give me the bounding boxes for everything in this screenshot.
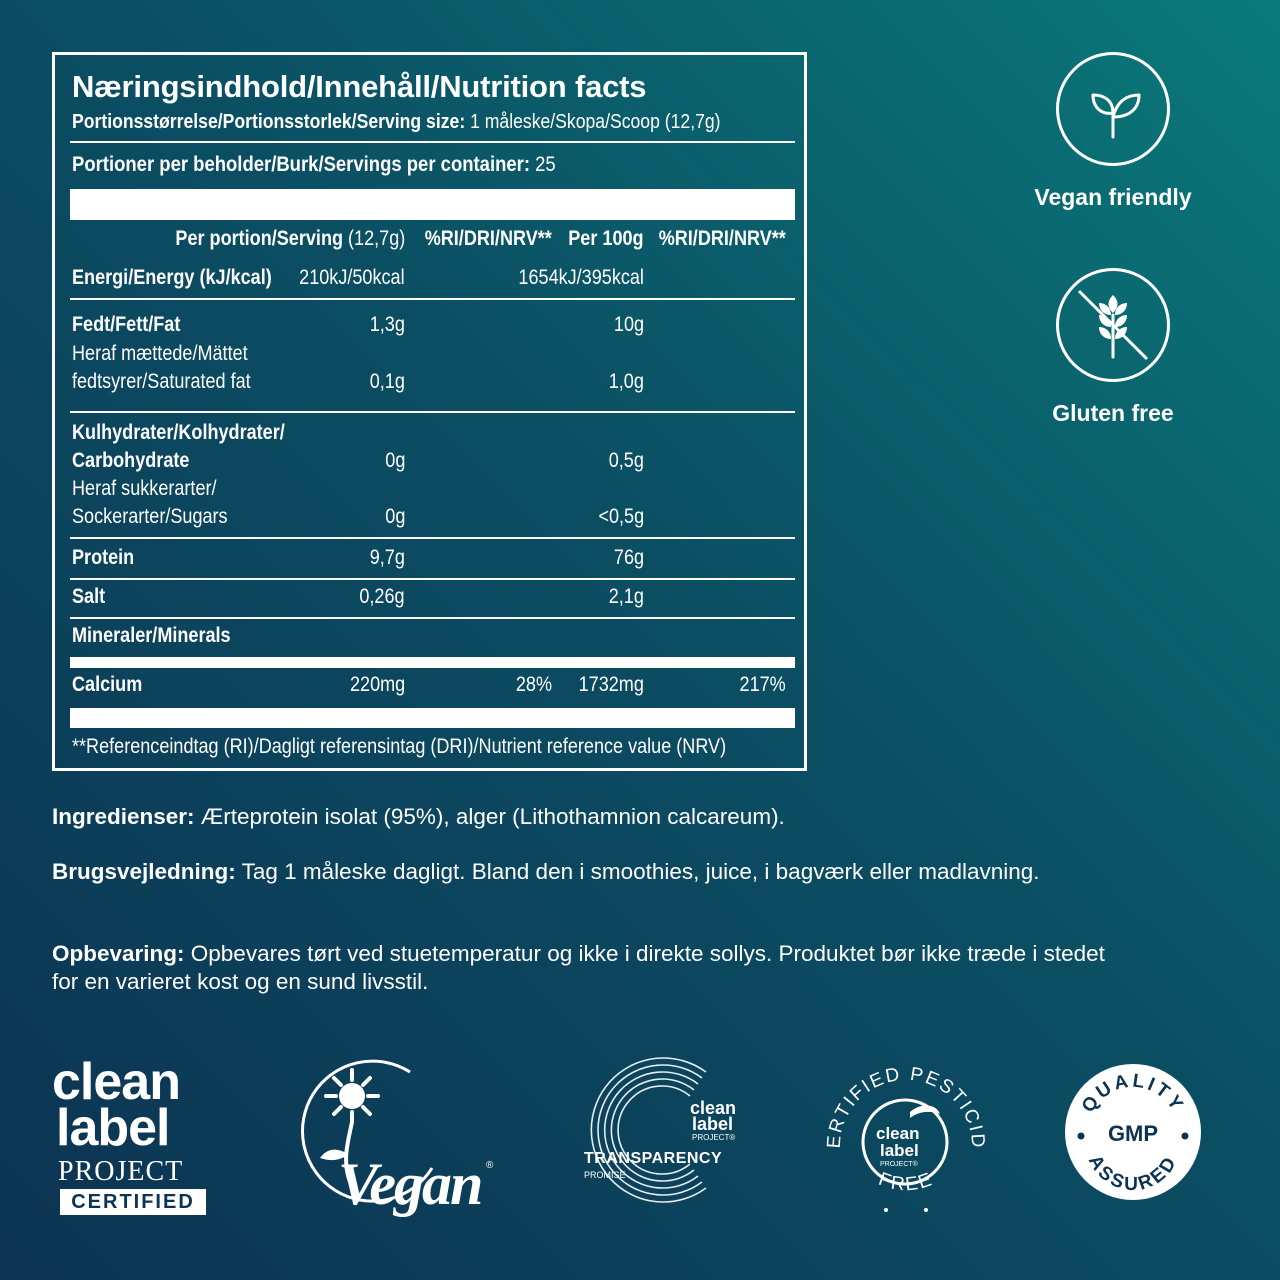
saturated-label-2: fedtsyrer/Saturated fat [72, 370, 251, 393]
calcium-ri-100g: 217% [739, 673, 786, 696]
thick-bar [70, 708, 795, 728]
calcium-per100: 1732mg [578, 673, 644, 696]
minerals-label: Mineraler/Minerals [72, 624, 231, 647]
divider [70, 578, 795, 580]
protein-serving: 9,7g [369, 546, 405, 569]
gluten-free-label: Gluten free [1052, 400, 1174, 426]
nutrition-facts-table [52, 52, 807, 771]
energy-serving: 210kJ/50kcal [299, 266, 405, 289]
sugars-label-2: Sockerarter/Sugars [72, 505, 228, 528]
salt-per100: 2,1g [608, 585, 644, 608]
gluten-free-badge [1013, 268, 1213, 427]
carbs-serving: 0g [384, 449, 405, 472]
carbs-per100: 0,5g [608, 449, 644, 472]
calcium-ri-serving: 28% [515, 673, 552, 696]
vegan-sunflower-logo [290, 1050, 500, 1225]
logo-text: Vegan [338, 1151, 482, 1217]
svg-text:CERTIFIED PESTICIDE: ERTIFIED PESTICID [823, 1063, 989, 1151]
sugars-label-1: Heraf sukkerarter/ [72, 477, 217, 500]
divider [70, 537, 795, 539]
calcium-label: Calcium [72, 673, 143, 696]
header-per-serving: Per portion/Serving (12,7g) [175, 227, 405, 250]
energy-label: Energi/Energy (kJ/kcal) [72, 266, 272, 289]
logo-text: label [692, 1114, 734, 1134]
thick-bar [70, 657, 795, 668]
transparency-promise-logo [578, 1050, 753, 1210]
protein-label: Protein [72, 546, 135, 569]
gmp-quality-logo [1064, 1063, 1202, 1201]
logo-text: label [880, 1141, 919, 1160]
vegan-friendly-label: Vegan friendly [1034, 184, 1192, 210]
header-per-100g: Per 100g [568, 227, 644, 250]
fat-serving: 1,3g [369, 313, 405, 336]
logo-text: clean [690, 1098, 737, 1118]
salt-serving: 0,26g [359, 585, 405, 608]
header-ri-serving: %RI/DRI/NRV** [424, 227, 552, 250]
svg-text:ASSURED: ASSURED [1083, 1151, 1183, 1196]
protein-per100: 76g [613, 546, 644, 569]
fat-per100: 10g [613, 313, 644, 336]
ingredients-text: Ingredienser: Ærteprotein isolat (95%), alger (Lithothamnion calcareum). [52, 804, 785, 829]
saturated-per100: 1,0g [608, 370, 644, 393]
divider [70, 617, 795, 619]
logo-text: clean [52, 1053, 180, 1111]
carbs-label-1: Kulhydrater/Kolhydrater/ [72, 421, 285, 444]
leaf-icon [1056, 52, 1170, 166]
calcium-serving: 220mg [349, 673, 405, 696]
header-ri-100g: %RI/DRI/NRV** [658, 227, 786, 250]
saturated-label-1: Heraf mættede/Mättet [72, 342, 248, 365]
fat-label: Fedt/Fett/Fat [72, 313, 181, 336]
clean-label-certified-logo [52, 1053, 222, 1218]
logo-text: PROJECT® [692, 1133, 736, 1142]
logo-text: PROMISE [584, 1170, 626, 1180]
logo-text: ® [486, 1160, 494, 1171]
serving-size: Portionsstørrelse/Portionsstorlek/Serving size: 1 måleske/Skopa/Scoop (12,7g) [72, 111, 721, 133]
sugars-per100: <0,5g [598, 505, 644, 528]
logo-text: PROJECT [58, 1156, 184, 1187]
usage-text: Brugsvejledning: Tag 1 måleske dagligt. Bland den i smoothies, juice, i bagværk eller madlavning. [52, 859, 1040, 884]
footnote: **Referenceindtag (RI)/Dagligt referensintag (DRI)/Nutrient reference value (NRV) [72, 735, 727, 758]
logo-text: PROJECT® [880, 1161, 918, 1168]
logo-text: clean [876, 1124, 920, 1143]
divider [70, 411, 795, 413]
svg-text:FREE: FREE [875, 1168, 937, 1196]
logo-text: label [56, 1099, 170, 1157]
divider [70, 141, 795, 143]
storage-text: Opbevaring: Opbevares tørt ved stuetemperatur og ikke i direkte sollys. Produktet bør ikke træde i stedet for en varieret kost og en sund livsstil. [52, 941, 1105, 994]
nutrition-title: Næringsindhold/Innehåll/Nutrition facts [72, 69, 647, 104]
logo-text: TRANSPARENCY [584, 1150, 723, 1167]
divider [70, 298, 795, 300]
sugars-serving: 0g [384, 505, 405, 528]
logo-text: GMP [1107, 1121, 1159, 1146]
pesticide-free-logo [818, 1050, 993, 1225]
energy-per100: 1654kJ/395kcal [518, 266, 644, 289]
carbs-label-2: Carbohydrate [72, 449, 190, 472]
salt-label: Salt [72, 585, 106, 608]
svg-text:QUALITY: QUALITY [1077, 1070, 1189, 1117]
logo-text: CERTIFIED [60, 1189, 206, 1215]
no-wheat-icon [1056, 268, 1170, 382]
thick-bar [70, 189, 795, 220]
servings-per-container: Portioner per beholder/Burk/Servings per container: 25 [72, 153, 556, 176]
vegan-friendly-badge [1013, 52, 1213, 211]
saturated-serving: 0,1g [369, 370, 405, 393]
